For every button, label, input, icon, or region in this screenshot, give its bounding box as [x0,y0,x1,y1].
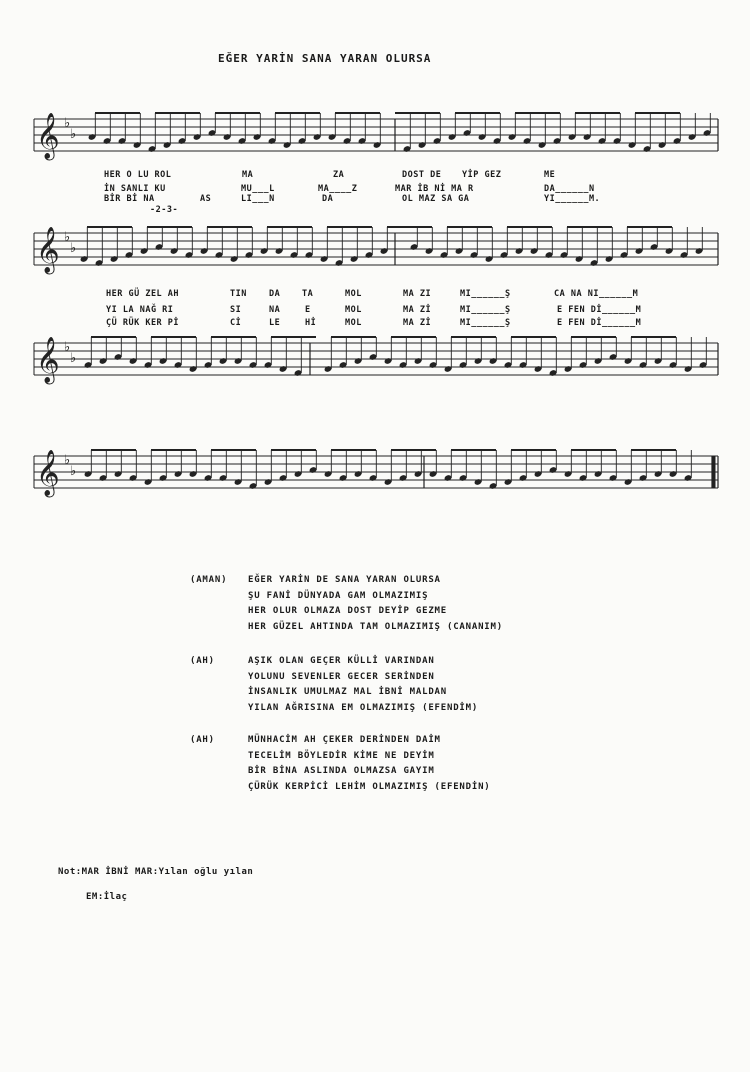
lyric-syllable: AS [200,194,212,204]
lyric-syllable: Hİ [305,318,317,328]
lyric-syllable: MA [242,170,254,180]
lyric-syllable: TIN [230,289,247,299]
lyric-line [0,170,750,182]
flat-icon: ♭ [64,116,71,131]
lyric-syllable: DA [322,194,334,204]
flat-icon: ♭ [64,340,71,355]
lyric-syllable: MI______Ş [460,318,511,328]
verse-line: İNSANLIK UMULMAZ MAL İBNİ MALDAN [248,687,447,697]
lyric-syllable: HER GÜ ZEL AH [106,289,180,299]
lyric-syllable: MOL [345,318,362,328]
footnote-em: EM:İlaç [86,892,128,902]
lyric-syllable: MI______Ş [460,305,511,315]
lyric-syllable: E [305,305,311,315]
flat-icon: ♭ [70,351,77,366]
lyric-syllable: MAR İB Nİ MA R [395,184,474,194]
lyric-syllable: DA [269,289,281,299]
treble-clef-icon: 𝄞 [36,113,60,159]
lyric-line [0,318,750,330]
flat-icon: ♭ [64,453,71,468]
verse-2 [190,656,610,720]
verse-1 [190,575,610,639]
verse-line: MÜNHACİM AH ÇEKER DERİNDEN DAİM [248,735,441,745]
treble-clef-icon: 𝄞 [36,337,60,383]
lyric-syllable: MOL [345,305,362,315]
lyric-syllable: DOST DE [402,170,442,180]
lyric-syllable: NA [269,305,281,315]
lyric-line [0,305,750,317]
song-title: EĞER YARİN SANA YARAN OLURSA [218,52,432,65]
verse-line: BİR BİNA ASLINDA OLMAZSA GAYIM [248,766,435,776]
verse-line: HER GÜZEL AHTINDA TAM OLMAZIMIŞ (CANANIM) [248,621,503,632]
treble-clef-icon: 𝄞 [36,227,60,273]
lyric-syllable: MA____Z [318,184,358,194]
verse-line: ÇÜRÜK KERPİCİ LEHİM OLMAZIMIŞ (EFENDİN) [248,781,491,792]
lyric-syllable: OL MAZ SA GA [402,194,470,204]
lyric-syllable: YİP GEZ [462,170,502,180]
verse-line: EĞER YARİN DE SANA YARAN OLURSA [248,575,441,585]
lyric-syllable: MA Zİ [403,305,432,315]
music-score [0,0,750,520]
flat-icon: ♭ [70,241,77,256]
lyric-syllable: İN SANLI KU [104,184,166,194]
verse-line: AŞIK OLAN GEÇER KÜLLİ VARINDAN [248,656,435,666]
footnote-glossary: Not:MAR İBNİ MAR:Yılan oğlu yılan [58,867,254,877]
flat-icon: ♭ [70,127,77,142]
lyric-syllable: HER O LU ROL [104,170,172,180]
lyric-line [0,194,750,206]
lyric-syllable: DA______N [544,184,595,194]
lyric-syllable: BİR Bİ NA [104,194,155,204]
verse-line: TECELİM BÖYLEDİR KİME NE DEYİM [248,750,435,761]
tuplet-mark: -2-3- [150,205,179,215]
lyric-syllable: E FEN Dİ______M [557,305,642,315]
lyric-syllable: MOL [345,289,362,299]
lyric-syllable: ÇÜ RÜK KER Pİ [106,318,180,328]
lyric-syllable: CA NA NI______M [554,289,639,299]
lyric-syllable: YI LA NAĞ RI [106,305,174,315]
lyric-syllable: TA [302,289,314,299]
flat-icon: ♭ [70,464,77,479]
verse-line: YILAN AĞRISINA EM OLMAZIMIŞ (EFENDİM) [248,702,479,713]
verse-label: (AMAN) [190,575,228,585]
lyric-syllable: LI___N [241,194,275,204]
verse-3 [190,735,610,799]
lyric-syllable: MU___L [241,184,275,194]
flat-icon: ♭ [64,230,71,245]
verse-label: (AH) [190,656,215,666]
verse-line: YOLUNU SEVENLER GECER SERİNDEN [248,671,435,682]
verse-label: (AH) [190,735,215,745]
lyric-syllable: YI______M. [544,194,601,204]
lyric-syllable: LE [269,318,281,328]
lyric-syllable: SI [230,305,242,315]
lyric-line [0,289,750,301]
lyric-syllable: Cİ [230,318,242,328]
lyric-syllable: ZA [333,170,345,180]
verse-line: ŞU FANİ DÜNYADA GAM OLMAZIMIŞ [248,590,429,601]
lyric-syllable: ME [544,170,556,180]
lyric-syllable: MA Zİ [403,318,432,328]
lyric-syllable: E FEN Dİ______M [557,318,642,328]
lyric-syllable: MA ZI [403,289,432,299]
verse-line: HER OLUR OLMAZA DOST DEYİP GEZME [248,606,447,616]
treble-clef-icon: 𝄞 [36,450,60,496]
lyric-syllable: MI______Ş [460,289,511,299]
